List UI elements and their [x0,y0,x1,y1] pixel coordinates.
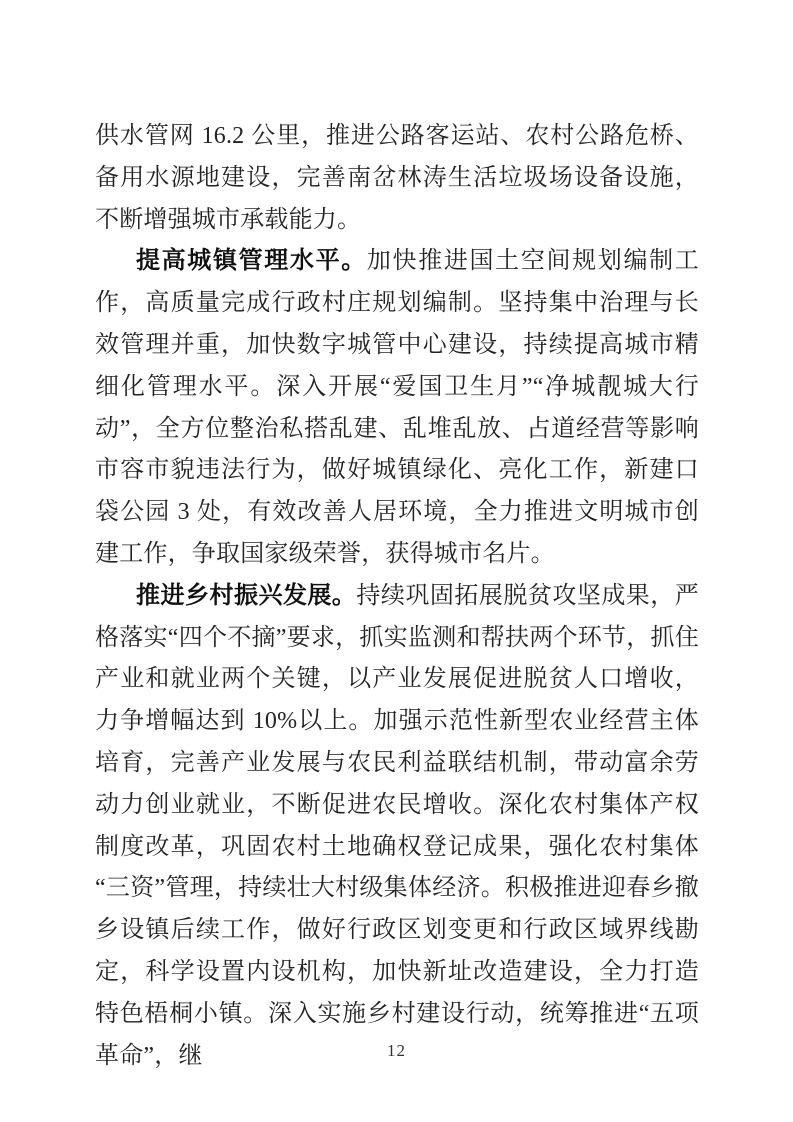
paragraph-lead: 推进乡村振兴发展。 [136,582,357,609]
page-number: 12 [387,1041,406,1060]
paragraph-lead: 提高城镇管理水平。 [136,248,367,275]
paragraph-continuation [95,116,699,241]
paragraph-urban-management [95,241,699,575]
paragraph-text: 供水管网 16.2 公里，推进公路客运站、农村公路危桥、备用水源地建设，完善南岔林涛生活垃圾场设备设施，不断增强城市承载能力。 [95,123,699,233]
paragraph-text: 持续巩固拓展脱贫攻坚成果，严格落实“四个不摘”要求，抓实监测和帮扶两个环节，抓住产业和就业两个关键，以产业发展促进脱贫人口增收，力争增幅达到 10%以上。加强示范性新型农业经营主体培育，完善产业发展与农民利益联结机制，带动富余劳动力创业就业，不断促进农民增收。深化农村集体产权制度改革，巩固农村土地确权登记成果，强化农村集体“三资”管理，持续壮大村级集体经济。积极推进迎春乡撤乡设镇后续工作，做好行政区划变更和行政区域界线勘定，科学设置内设机构，加快新址改造建设，全力打造特色梧桐小镇。深入实施乡村建设行动，统筹推进“五项革命”，继 [95,582,699,1069]
paragraph-text: 加快推进国土空间规划编制工作，高质量完成行政村庄规划编制。坚持集中治理与长效管理并重，加快数字城管中心建设，持续提高城市精细化管理水平。深入开展“爱国卫生月”“净城靓城大行动”，全方位整治私搭乱建、乱堆乱放、占道经营等影响市容市貌违法行为，做好城镇绿化、亮化工作，新建口袋公园 3 处，有效改善人居环境，全力推进文明城市创建工作，争取国家级荣誉，获得城市名片。 [95,248,699,567]
document-body [95,116,699,1077]
paragraph-rural-revitalization [95,576,699,1078]
